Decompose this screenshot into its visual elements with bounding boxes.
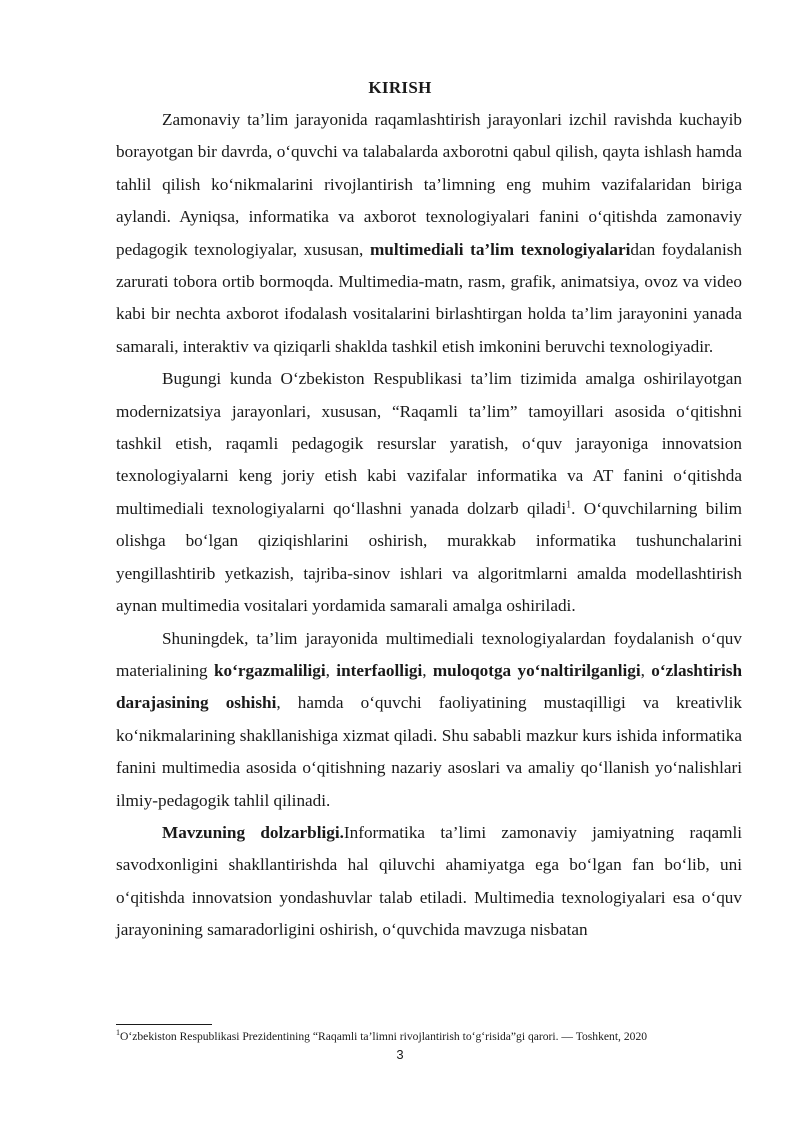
p2-text-2: . O‘quvchilarning bilim olishga bo‘lgan qiziqishlarini oshirish, murakkab informatika tushunchalarini yengillashtirib yetkazish, tajriba-sinov ishlari va algoritmlarni amalda modellashtirish aynan multimedia vositalari yordamida samarali amalga oshiriladi. (116, 498, 742, 616)
p1-text-2: dan foydalanish zarurati tobora ortib bormoqda. Multimedia-matn, rasm, grafik, animatsiya, ovoz va video kabi bir nechta axborot ifodalash vositalarini birlashtirgan holda ta’lim jarayonini yanada samarali, interaktiv va qiziqarli shaklda tashkil etish imkonini beruvchi texnologiyadir. (116, 239, 743, 356)
footnote-separator (116, 1024, 212, 1025)
page-number: 3 (396, 1047, 404, 1062)
section-heading: KIRISH (368, 78, 432, 97)
p3-bold-1: ko‘rgazmaliligi (213, 660, 326, 680)
p1-text-1: Zamonaviy ta’lim jarayonida raqamlashtirish jarayonlari izchil ravishda kuchayib borayotgan bir davrda, o‘quvchi va talabalarda axborotni qabul qilish, qayta ishlash hamda tahlil qilish ko‘nikmalarini rivojlantirish ta’limning eng muhim vazifalaridan biriga aylandi. Ayniqsa, informatika va axborot texnologiyalari fanini o‘qitishda zamonaviy pedagogik texnologiyalar, xususan, (116, 110, 742, 259)
p3-bold-2: interfaolligi (336, 660, 423, 680)
footnote-text: O‘zbekiston Respublikasi Prezidentining “Raqamli ta’limni rivojlantirish to‘g‘risida”gi qarori. — Toshkent, 2020 (120, 1030, 648, 1043)
paragraph-1 (116, 104, 742, 363)
p3-sep-2: , (422, 660, 433, 680)
paragraph-2 (116, 363, 742, 622)
p4-bold-lead: Mavzuning dolzarbligi. (162, 822, 344, 842)
p3-text-1: Shuningdek, ta’lim jarayonida multimediali texnologiyalardan foydalanish o‘quv materialining (116, 628, 742, 680)
paragraph-4 (116, 817, 742, 947)
body-text (116, 104, 742, 947)
p4-text-1: Informatika ta’limi zamonaviy jamiyatning raqamli savodxonligini shakllantirishda hal qiluvchi ahamiyatga ega bo‘lgan fan bo‘lib, uni o‘qitishda innovatsion yondashuvlar talab etiladi. Multimedia texnologiyalari esa o‘quv jarayonining samaradorligini oshirish, o‘quvchida mavzuga nisbatan (116, 822, 742, 940)
p3-bold-3: muloqotga yo‘naltirilganligi (432, 660, 641, 680)
footnote-ref[interactable]: 1 (566, 499, 572, 511)
p3-sep-3: , (640, 660, 652, 680)
p3-text-2: , hamda o‘quvchi faoliyatining mustaqilligi va kreativlik ko‘nikmalarining shakllanishiga xizmat qiladi. Shu sababli mazkur kurs ishida informatika fanini multimedia asosida o‘qitishning nazariy asoslari va amaliy qo‘llanish yo‘nalishlari ilmiy-pedagogik tahlil qilinadi. (116, 693, 742, 810)
footnote-marker: 1 (116, 1028, 120, 1038)
p3-bold-4: o‘zlashtirish darajasining oshishi (116, 660, 743, 713)
paragraph-3 (116, 623, 742, 817)
p3-sep-1: , (325, 660, 337, 680)
p1-bold-term: multimediali ta’lim texnologiyalari (369, 239, 631, 259)
p2-text-1: Bugungi kunda O‘zbekiston Respublikasi ta’lim tizimida amalga oshirilayotgan modernizatsiya jarayonlari, xususan, “Raqamli ta’lim” tamoyillari asosida o‘qitishni tashkil etish, raqamli pedagogik resurslar yaratish, o‘quv jarayoniga innovatsion texnologiyalarni keng joriy etish kabi vazifalar informatika va AT fanini o‘qitishda multimediali texnologiyalarni qo‘llashni yanada dolzarb qiladi (116, 369, 742, 518)
footnote (116, 1030, 756, 1044)
